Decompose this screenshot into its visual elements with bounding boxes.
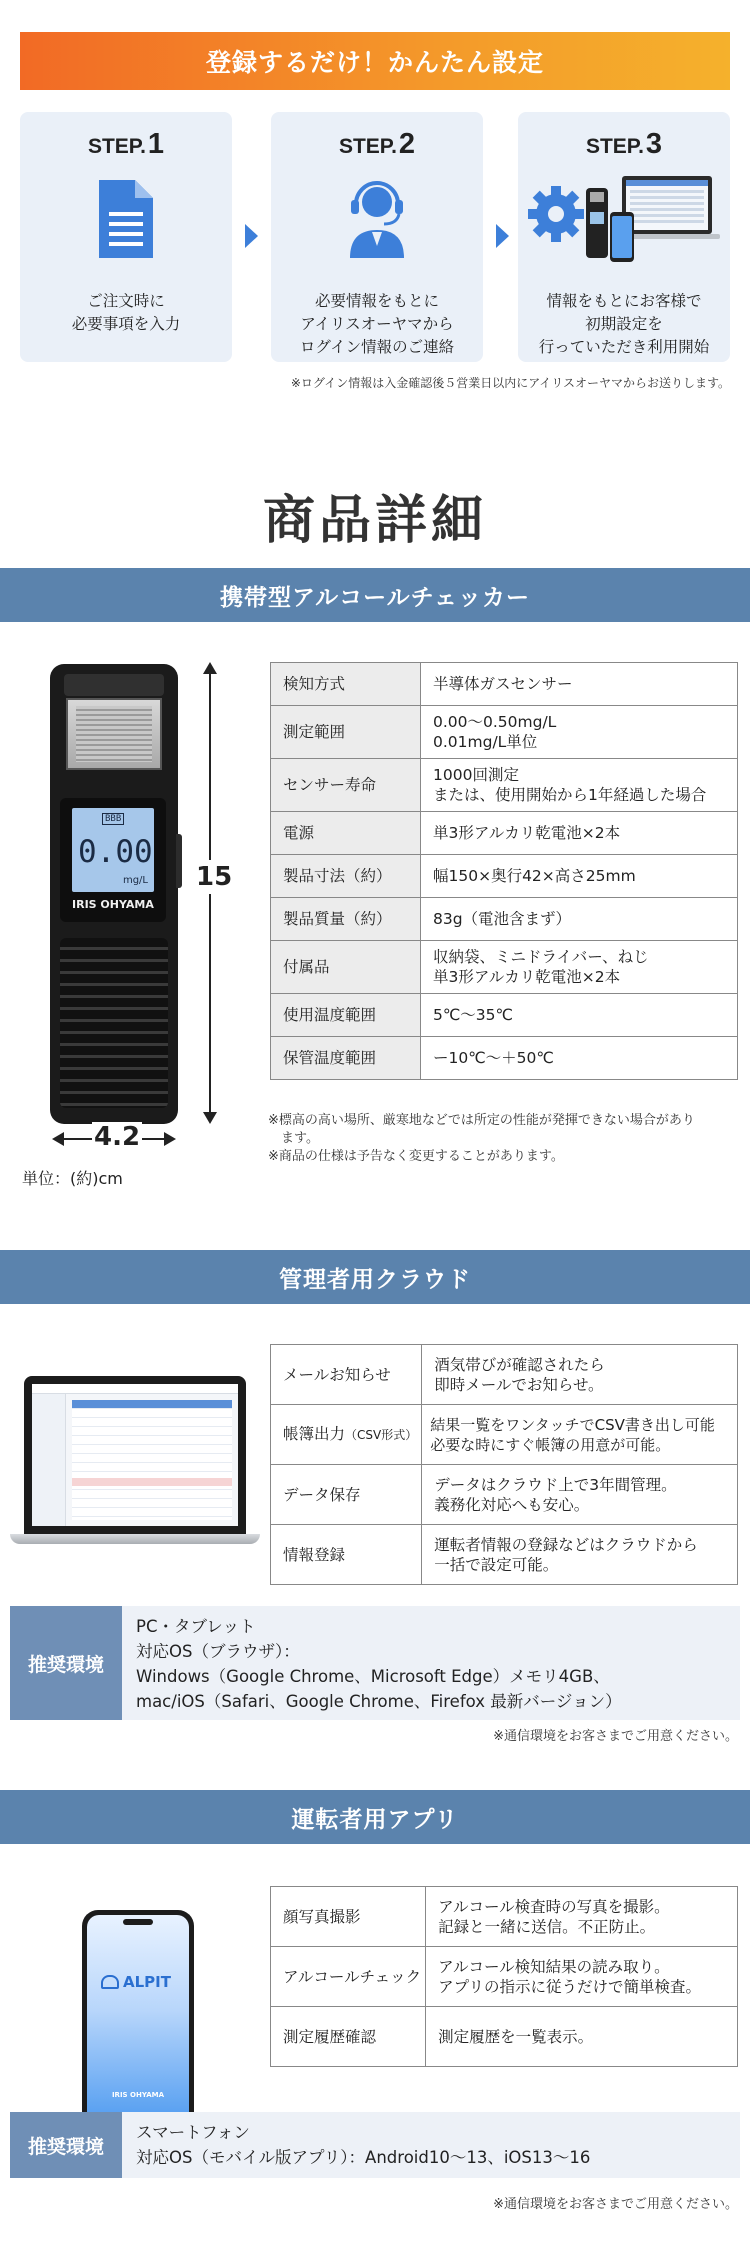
table-row xyxy=(271,898,738,941)
step-title: STEP.1 xyxy=(87,128,165,160)
alcohol-checker-device xyxy=(50,664,178,1124)
device-grip xyxy=(60,938,168,1108)
spec-key: 保管温度範囲 xyxy=(271,1037,421,1080)
feature-value: 結果一覧をワンタッチでCSV書き出し可能 必要な時にすぐ帳簿の用意が可能。 xyxy=(422,1405,738,1465)
spec-key: 電源 xyxy=(271,812,421,855)
spec-value: 1000回測定 または、使用開始から1年経過した場合 xyxy=(421,759,738,812)
device-top-cap xyxy=(64,674,164,696)
step-card-1 xyxy=(20,112,232,362)
document-icon xyxy=(95,178,157,260)
table-row xyxy=(271,1465,738,1525)
env-label: 推奨環境 xyxy=(10,2112,122,2178)
setup-banner: 登録するだけ！かんたん設定 xyxy=(20,32,730,90)
feature-value: アルコール検知結果の読み取り。 アプリの指示に従うだけで簡単検査。 xyxy=(426,1947,738,2007)
cloud-feature-table xyxy=(270,1344,738,1585)
table-row xyxy=(271,1887,738,1947)
spec-key: 検知方式 xyxy=(271,663,421,706)
table-row xyxy=(271,855,738,898)
spec-key: 製品質量（約） xyxy=(271,898,421,941)
app-feature-table xyxy=(270,1886,738,2067)
step-card-3 xyxy=(518,112,730,362)
feature-value: 酒気帯びが確認されたら 即時メールでお知らせ。 xyxy=(422,1345,738,1405)
feature-key: アルコールチェック xyxy=(271,1947,426,2007)
spec-value: 半導体ガスセンサー xyxy=(421,663,738,706)
height-label: 15 xyxy=(196,862,233,892)
laptop-illustration xyxy=(24,1376,246,1534)
feature-key: 顔写真撮影 xyxy=(271,1887,426,1947)
step-arrow-icon xyxy=(245,224,258,248)
table-row xyxy=(271,994,738,1037)
table-row xyxy=(271,1037,738,1080)
phone-brand: ALPIT xyxy=(123,1973,171,1991)
table-row xyxy=(271,941,738,994)
app-env-note: ※通信環境をお客さまでご用意ください。 xyxy=(493,2197,738,2212)
spec-value: 0.00〜0.50mg/L 0.01mg/L単位 xyxy=(421,706,738,759)
table-row xyxy=(271,1345,738,1405)
alpit-logo-icon xyxy=(101,1975,119,1989)
spec-note-1: ※標高の高い場所、厳寒地などでは所定の性能が発揮できない場合があり ます。 xyxy=(268,1113,695,1146)
feature-key: データ保存 xyxy=(271,1465,422,1525)
width-label: 4.2 xyxy=(94,1122,141,1152)
spec-table xyxy=(270,662,738,1080)
smartphone-illustration xyxy=(82,1910,194,2132)
env-label: 推奨環境 xyxy=(10,1606,122,1720)
lcd-unit: mg/L xyxy=(122,875,148,886)
spec-value: ー10℃〜＋50℃ xyxy=(421,1037,738,1080)
spec-key: 製品寸法（約） xyxy=(271,855,421,898)
device-brand: IRIS OHYAMA xyxy=(72,898,154,911)
unit-label: 単位：(約)cm xyxy=(22,1169,123,1188)
setup-note: ※ログイン情報は入金確認後５営業日以内にアイリスオーヤマからお送りします。 xyxy=(290,376,730,390)
feature-value: 測定履歴を一覧表示。 xyxy=(426,2007,738,2067)
step-desc: 必要情報をもとに アイリスオーヤマから ログイン情報のご連絡 xyxy=(299,292,455,356)
feature-key: 情報登録 xyxy=(271,1525,422,1585)
lcd-value: 0.00 xyxy=(78,834,153,870)
feature-value: データはクラウド上で3年間管理。 義務化対応へも安心。 xyxy=(422,1465,738,1525)
step-desc: ご注文時に 必要事項を入力 xyxy=(71,292,181,333)
battery-indicator: BBB xyxy=(102,813,124,825)
section-heading-cloud: 管理者用クラウド xyxy=(0,1250,750,1304)
env-text: スマートフォン 対応OS（モバイル版アプリ）：Android10〜13、iOS13〜16 xyxy=(136,2123,591,2167)
feature-value: 運転者情報の登録などはクラウドから 一括で設定可能。 xyxy=(422,1525,738,1585)
table-row xyxy=(271,663,738,706)
laptop-base xyxy=(10,1534,260,1544)
spec-value: 5℃〜35℃ xyxy=(421,994,738,1037)
table-row xyxy=(271,2007,738,2067)
sensor-grille xyxy=(66,698,162,770)
table-row xyxy=(271,706,738,759)
laptop-screen xyxy=(32,1384,238,1526)
step-title: STEP.2 xyxy=(338,128,416,160)
table-row xyxy=(271,759,738,812)
feature-key: 測定履歴確認 xyxy=(271,2007,426,2067)
feature-value: アルコール検査時の写真を撮影。 記録と一緒に送信。不正防止。 xyxy=(426,1887,738,1947)
table-row xyxy=(271,1405,738,1465)
env-text: PC・タブレット 対応OS（ブラウザ）： Windows（Google Chrome、Microsoft Edge）メモリ4GB、 mac/iOS（Safari、Google Chrome、Firefox 最新バージョン） xyxy=(136,1617,622,1711)
spec-value: 単3形アルカリ乾電池×2本 xyxy=(421,812,738,855)
spec-key: 測定範囲 xyxy=(271,706,421,759)
page-title: 商品詳細 xyxy=(262,491,487,551)
table-row xyxy=(271,1947,738,2007)
cloud-recommended-env xyxy=(10,1606,740,1720)
phone-maker: IRIS OHYAMA xyxy=(111,2091,165,2099)
step-card-2 xyxy=(271,112,483,362)
feature-key: 帳簿出力（CSV形式） xyxy=(271,1405,422,1465)
spec-key: 使用温度範囲 xyxy=(271,994,421,1037)
table-row xyxy=(271,1525,738,1585)
device-display-panel xyxy=(60,798,166,922)
spec-key: 付属品 xyxy=(271,941,421,994)
step-arrow-icon xyxy=(496,224,509,248)
cloud-env-note: ※通信環境をお客さまでご用意ください。 xyxy=(493,1729,738,1744)
feature-key: メールお知らせ xyxy=(271,1345,422,1405)
phone-screen xyxy=(87,1915,189,2127)
app-recommended-env xyxy=(10,2112,740,2178)
section-heading-app: 運転者用アプリ xyxy=(0,1790,750,1844)
step-title: STEP.3 xyxy=(585,128,663,160)
step-desc: 情報をもとにお客様で 初期設定を 行っていただき利用開始 xyxy=(538,292,710,356)
section-heading-checker: 携帯型アルコールチェッカー xyxy=(0,568,750,622)
spec-key: センサー寿命 xyxy=(271,759,421,812)
spec-value: 収納袋、ミニドライバー、ねじ 単3形アルカリ乾電池×2本 xyxy=(421,941,738,994)
operator-headset-icon xyxy=(342,174,412,260)
spec-value: 幅150×奥行42×高さ25mm xyxy=(421,855,738,898)
lcd-screen xyxy=(72,808,154,892)
spec-value: 83g（電池含まず） xyxy=(421,898,738,941)
devices-setup-icon xyxy=(526,168,722,268)
table-row xyxy=(271,812,738,855)
spec-note-2: ※商品の仕様は予告なく変更することがあります。 xyxy=(268,1149,564,1164)
side-button xyxy=(176,834,182,888)
